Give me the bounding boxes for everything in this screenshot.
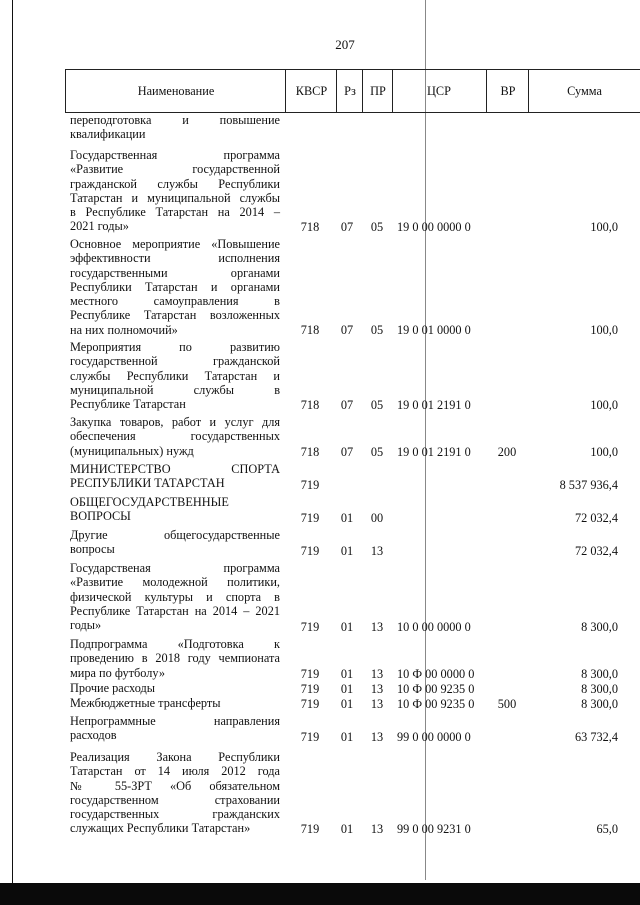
row-name <box>70 113 280 142</box>
cell-pr: 13 <box>370 696 384 711</box>
table-row <box>0 525 640 558</box>
row-name-line: Республике Татарстан возложенных <box>70 308 280 323</box>
row-name <box>70 681 280 695</box>
row-name-line: ОБЩЕГОСУДАРСТВЕННЫЕ <box>70 495 229 509</box>
row-name <box>70 234 280 337</box>
cell-sum: 100,0 <box>590 219 618 234</box>
table-body <box>0 113 640 836</box>
cell-kvsr: 719 <box>300 729 320 744</box>
cell-csr: 10 Ф 00 0000 0 <box>397 666 475 681</box>
cell-kvsr: 718 <box>300 397 320 412</box>
cell-csr: 19 0 00 0000 0 <box>397 219 471 234</box>
row-name <box>70 711 280 743</box>
row-name-line: годы» <box>70 618 102 633</box>
cell-kvsr: 719 <box>300 696 320 711</box>
row-name-line: на них полномочий» <box>70 322 178 337</box>
header-pr: ПР <box>362 70 393 112</box>
row-name-line: Республике Татарстан <box>70 397 186 412</box>
cell-csr: 19 0 01 2191 0 <box>397 444 471 459</box>
row-name <box>70 744 280 836</box>
row-name-line: в Республике Татарстан на 2014 – <box>70 205 280 220</box>
cell-pr: 05 <box>370 397 384 412</box>
row-name-line: (муниципальных) нужд <box>70 443 194 458</box>
cell-csr: 10 Ф 00 9235 0 <box>397 681 475 696</box>
cell-pr: 13 <box>370 821 384 836</box>
row-name-line: Подпрограмма «Подготовка к <box>70 637 280 651</box>
cell-kvsr: 719 <box>300 681 320 696</box>
row-name-line: государственной гражданской <box>70 354 280 369</box>
cell-sum: 100,0 <box>590 397 618 412</box>
cell-vr: 500 <box>497 696 517 711</box>
row-name <box>70 696 280 710</box>
cell-rz: 01 <box>340 666 354 681</box>
table-row <box>0 234 640 337</box>
row-name-line: государственными органами <box>70 265 280 280</box>
cell-csr: 19 0 01 0000 0 <box>397 322 471 337</box>
row-name <box>70 142 280 234</box>
cell-rz: 07 <box>340 397 354 412</box>
cell-kvsr: 719 <box>300 477 320 492</box>
cell-sum: 72 032,4 <box>574 543 618 558</box>
row-name-line: физической культуры и спорта в <box>70 589 280 604</box>
table-row <box>0 337 640 412</box>
table-row <box>0 696 640 711</box>
table-row <box>0 459 640 492</box>
row-name-line: Татарстан от 14 июля 2012 года <box>70 764 280 779</box>
cell-kvsr: 718 <box>300 322 320 337</box>
table-row <box>0 492 640 525</box>
header-vr: ВР <box>486 70 529 112</box>
row-name <box>70 525 280 557</box>
cell-csr: 99 0 00 0000 0 <box>397 729 471 744</box>
row-name-line: государственных гражданских <box>70 807 280 822</box>
cell-pr: 05 <box>370 219 384 234</box>
cell-sum: 8 300,0 <box>581 666 618 681</box>
row-name-line: обеспечения государственных <box>70 429 280 444</box>
cell-rz: 07 <box>340 322 354 337</box>
table-row <box>0 113 640 142</box>
header-csr: ЦСР <box>392 70 486 112</box>
row-name-line: государственном страховании <box>70 792 280 807</box>
cell-csr: 99 0 00 9231 0 <box>397 821 471 836</box>
cell-rz: 07 <box>340 219 354 234</box>
cell-kvsr: 719 <box>300 666 320 681</box>
row-name-line: расходов <box>70 728 117 743</box>
cell-sum: 8 300,0 <box>581 696 618 711</box>
row-name-line: МИНИСТЕРСТВО СПОРТА <box>70 462 280 476</box>
table-header <box>65 69 640 113</box>
row-name-line: служащих Республики Татарстан» <box>70 821 251 836</box>
cell-csr: 10 Ф 00 9235 0 <box>397 696 475 711</box>
cell-pr: 00 <box>370 510 384 525</box>
cell-pr: 05 <box>370 322 384 337</box>
table-row <box>0 711 640 744</box>
table-row <box>0 744 640 836</box>
row-name-line: местного самоуправления в <box>70 294 280 309</box>
row-name-line: переподготовка и повышение <box>70 113 280 127</box>
cell-rz: 01 <box>340 696 354 711</box>
header-rz: Рз <box>336 70 363 112</box>
cell-kvsr: 719 <box>300 543 320 558</box>
row-name-line: № 55-ЗРТ «Об обязательном <box>70 778 280 793</box>
cell-rz: 01 <box>340 821 354 836</box>
row-name-line: 2021 годы» <box>70 219 129 234</box>
row-name-line: Республики Татарстан и органами <box>70 279 280 294</box>
cell-pr: 13 <box>370 681 384 696</box>
cell-rz: 01 <box>340 543 354 558</box>
row-name-line: Закупка товаров, работ и услуг для <box>70 415 280 429</box>
cell-rz: 01 <box>340 510 354 525</box>
row-name <box>70 337 280 411</box>
row-name-line: вопросы <box>70 542 115 557</box>
header-sum: Сумма <box>528 70 640 112</box>
row-name <box>70 459 280 491</box>
cell-kvsr: 718 <box>300 219 320 234</box>
table-row <box>0 634 640 681</box>
cell-rz: 01 <box>340 729 354 744</box>
row-name-line: Другие общегосударственные <box>70 528 280 542</box>
cell-rz: 01 <box>340 681 354 696</box>
cell-kvsr: 719 <box>300 510 320 525</box>
cell-pr: 13 <box>370 619 384 634</box>
row-name-line: Государственная программа <box>70 148 280 162</box>
row-name-line: службы Республики Татарстан и <box>70 368 280 383</box>
cell-sum: 8 537 936,4 <box>559 477 618 492</box>
cell-kvsr: 718 <box>300 444 320 459</box>
row-name-line: эффективности исполнения <box>70 251 280 266</box>
row-name-line: Реализация Закона Республики <box>70 750 280 764</box>
cell-rz: 01 <box>340 619 354 634</box>
row-name-line: мира по футболу» <box>70 665 166 680</box>
row-name-line: квалификации <box>70 127 146 142</box>
cell-kvsr: 719 <box>300 821 320 836</box>
row-name-line: Прочие расходы <box>70 681 156 695</box>
cell-sum: 8 300,0 <box>581 681 618 696</box>
row-name-line: Республике Татарстан на 2014 – 2021 <box>70 603 280 618</box>
cell-pr: 13 <box>370 729 384 744</box>
row-name-line: «Развитие государственной <box>70 162 280 177</box>
cell-csr: 19 0 01 2191 0 <box>397 397 471 412</box>
row-name-line: Татарстан и муниципальной службы <box>70 190 280 205</box>
row-name-line: Непрограммные направления <box>70 714 280 728</box>
cell-kvsr: 719 <box>300 619 320 634</box>
row-name <box>70 412 280 458</box>
cell-sum: 65,0 <box>596 821 618 836</box>
cell-sum: 63 732,4 <box>574 729 618 744</box>
row-name-line: РЕСПУБЛИКИ ТАТАРСТАН <box>70 476 225 491</box>
row-name-line: Основное мероприятие «Повышение <box>70 237 280 251</box>
header-kvsr: КВСР <box>285 70 337 112</box>
cell-sum: 100,0 <box>590 444 618 459</box>
row-name-line: муниципальной службы в <box>70 382 280 397</box>
table-row <box>0 142 640 234</box>
table-row <box>0 412 640 459</box>
scan-bottom-edge <box>0 883 640 905</box>
table-row <box>0 558 640 634</box>
cell-csr: 10 0 00 0000 0 <box>397 619 471 634</box>
cell-sum: 100,0 <box>590 322 618 337</box>
row-name <box>70 634 280 680</box>
table-row <box>0 681 640 696</box>
cell-sum: 8 300,0 <box>581 619 618 634</box>
cell-sum: 72 032,4 <box>574 510 618 525</box>
row-name <box>70 492 280 524</box>
cell-pr: 05 <box>370 444 384 459</box>
cell-rz: 07 <box>340 444 354 459</box>
page-number: 207 <box>335 37 355 52</box>
row-name-line: ВОПРОСЫ <box>70 509 131 524</box>
header-name: Наименование <box>65 70 286 112</box>
cell-pr: 13 <box>370 666 384 681</box>
row-name-line: Государственая программа <box>70 561 280 575</box>
row-name-line: гражданской службы Республики <box>70 176 280 191</box>
cell-pr: 13 <box>370 543 384 558</box>
cell-vr: 200 <box>497 444 517 459</box>
row-name-line: «Развитие молодежной политики, <box>70 575 280 590</box>
row-name-line: Мероприятия по развитию <box>70 340 280 354</box>
row-name-line: проведению в 2018 году чемпионата <box>70 651 280 666</box>
row-name <box>70 558 280 632</box>
row-name-line: Межбюджетные трансферты <box>70 696 221 710</box>
